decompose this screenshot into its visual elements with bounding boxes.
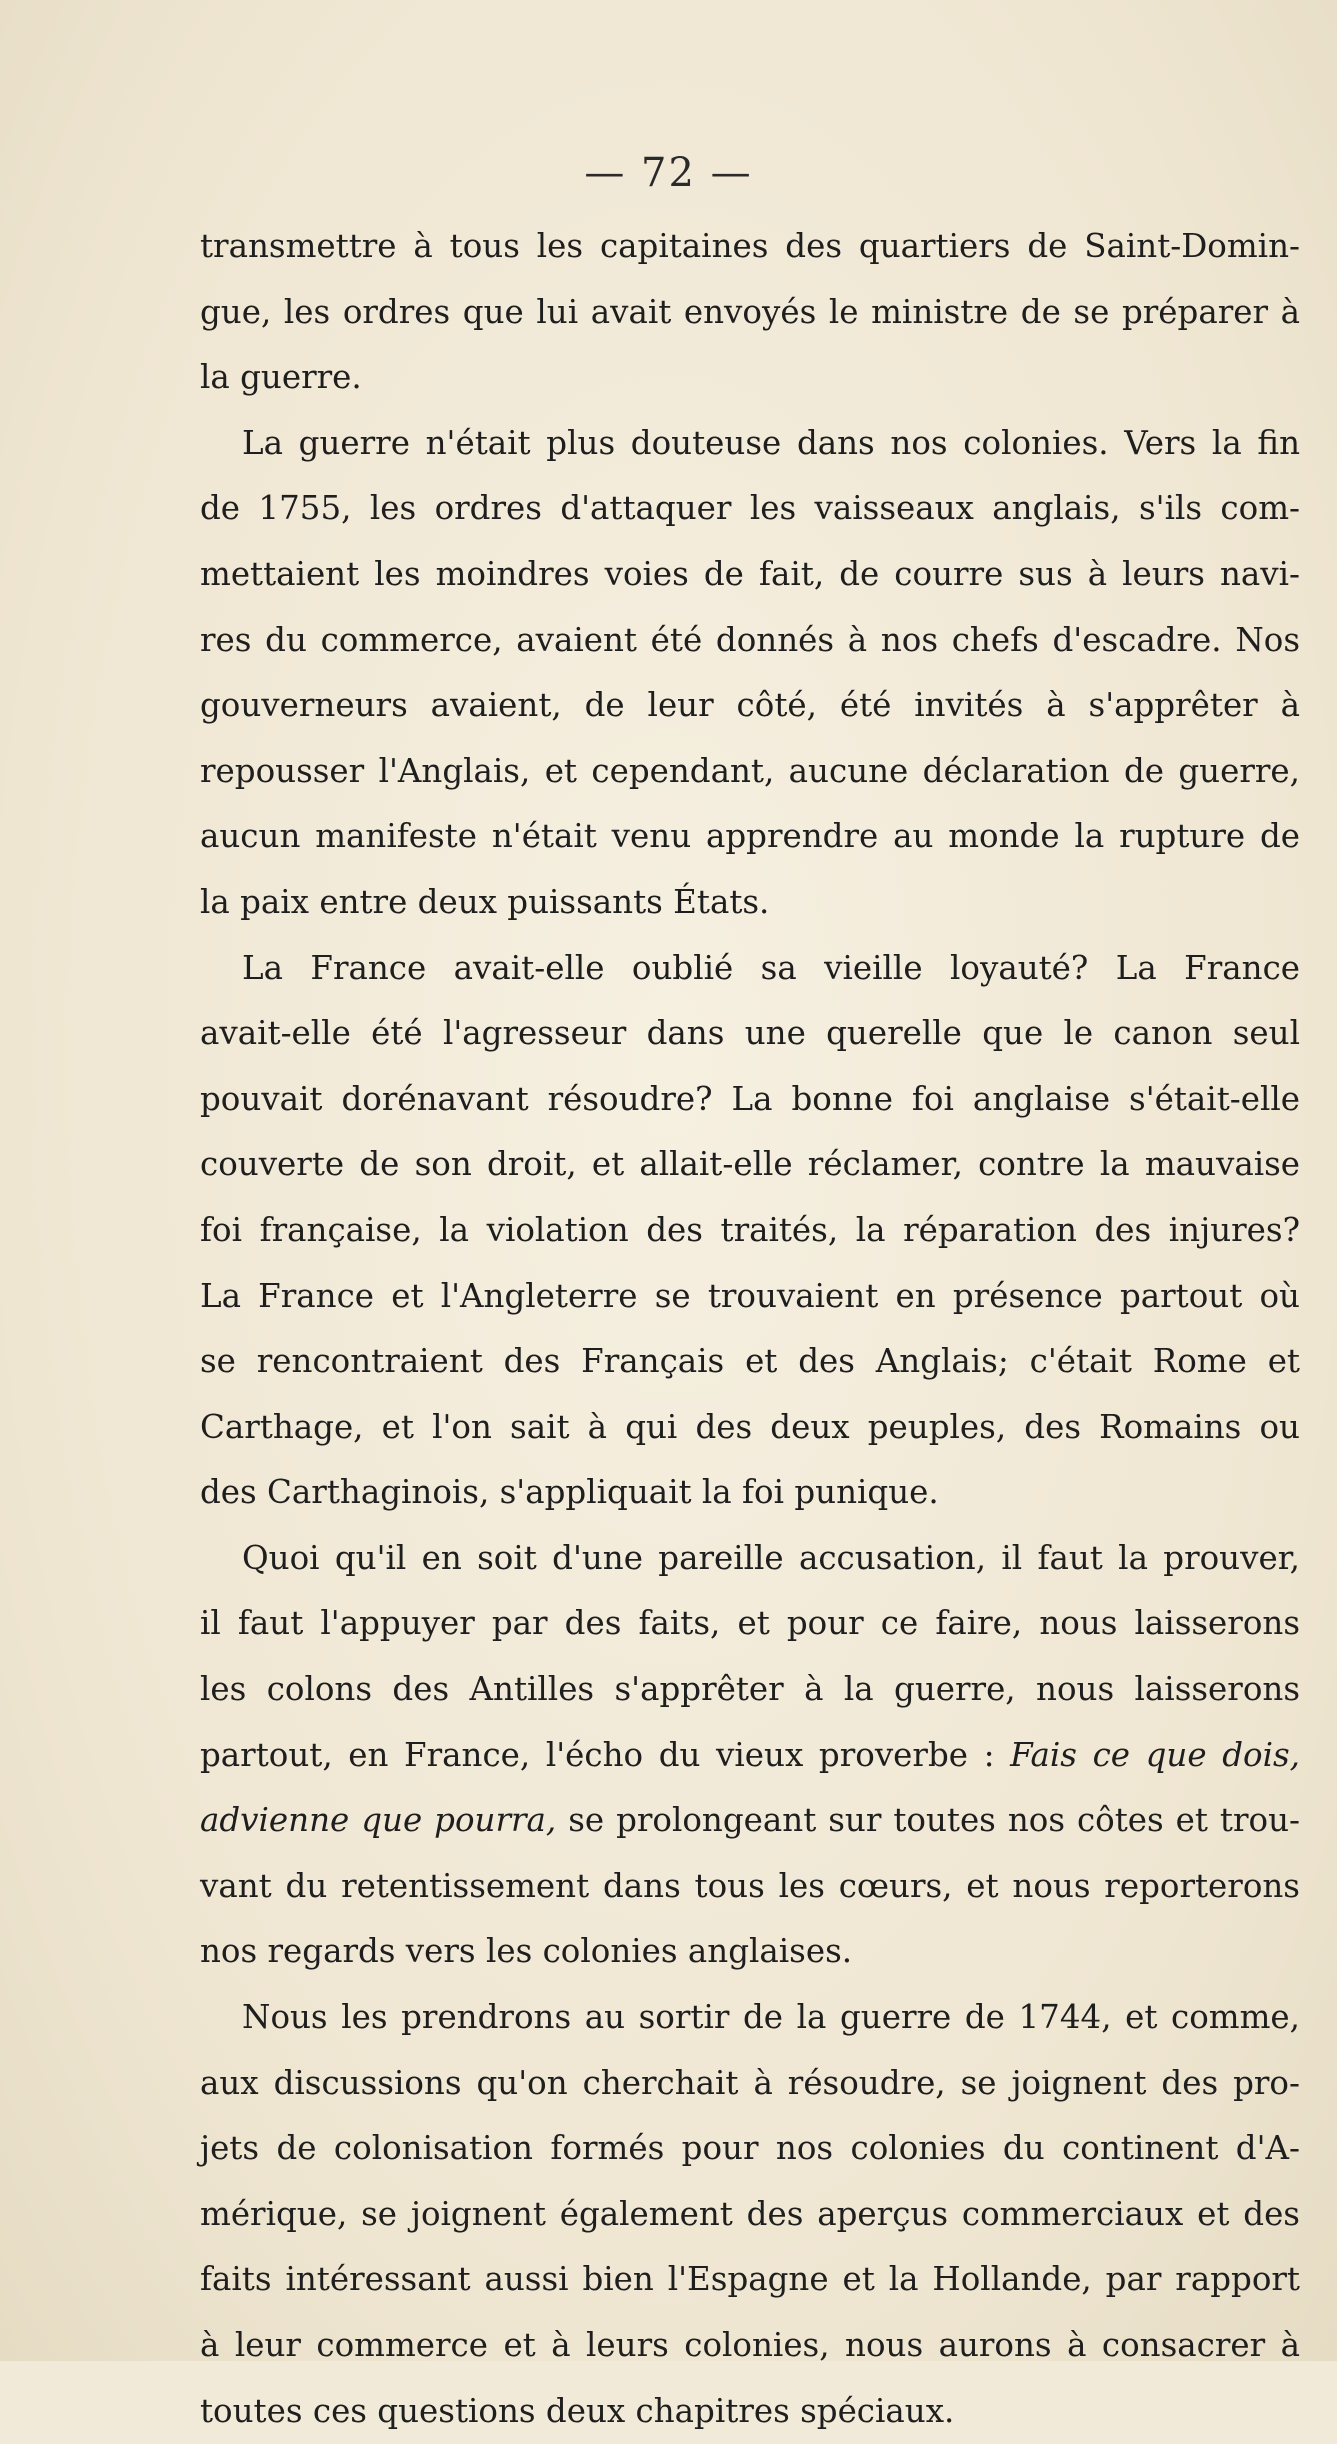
text-run: partout, en France, l'écho du vieux proverbe : (200, 1735, 1011, 1774)
text-line: La France avait-elle oublié sa vieille loyauté? La France (242, 948, 1300, 987)
text-line: foi française, la violation des traités, la réparation des injures? (200, 1210, 1300, 1249)
text-line: Quoi qu'il en soit d'une pareille accusation, il faut la prouver, (242, 1538, 1300, 1577)
text-line: de 1755, les ordres d'attaquer les vaisseaux anglais, s'ils com- (200, 489, 1300, 528)
italic-quote: advienne que pourra, (200, 1801, 557, 1840)
text-line (200, 1723, 1300, 1789)
text-line: couverte de son droit, et allait-elle réclamer, contre la mauvaise (200, 1145, 1300, 1184)
italic-quote: Fais ce que dois, (1010, 1735, 1300, 1774)
text-line: vant du retentissement dans tous les cœurs, et nous reporterons (200, 1866, 1300, 1905)
text-line: aux discussions qu'on cherchait à résoudre, se joignent des pro- (200, 2063, 1300, 2102)
text-line: gue, les ordres que lui avait envoyés le ministre de se préparer à (200, 292, 1300, 331)
text-line: repousser l'Anglais, et cependant, aucune déclaration de guerre, (200, 751, 1300, 790)
text-line: mettaient les moindres voies de fait, de courre sus à leurs navi- (200, 554, 1300, 593)
text-line: pouvait dorénavant résoudre? La bonne foi anglaise s'était-elle (200, 1079, 1300, 1118)
text-line: les colons des Antilles s'apprêter à la guerre, nous laisserons (200, 1670, 1300, 1709)
text-line: La guerre n'était plus douteuse dans nos colonies. Vers la fin (242, 423, 1300, 462)
text-line: nos regards vers les colonies anglaises. (200, 1932, 853, 1971)
text-line: des Carthaginois, s'appliquait la foi punique. (200, 1473, 939, 1512)
text-line: transmettre à tous les capitaines des quartiers de Saint-Domin- (200, 227, 1300, 265)
text-line: jets de colonisation formés pour nos colonies du continent d'A- (200, 2129, 1300, 2168)
text-line (200, 1788, 1300, 1854)
text-line: faits intéressant aussi bien l'Espagne et la Hollande, par rapport (200, 2260, 1300, 2299)
text-line: gouverneurs avaient, de leur côté, été invités à s'apprêter à (200, 686, 1300, 725)
text-line: à leur commerce et à leurs colonies, nous aurons à consacrer à (200, 2326, 1300, 2364)
text-line: toutes ces questions deux chapitres spéciaux. (200, 2391, 955, 2430)
text-line: Nous les prendrons au sortir de la guerre de 1744, et comme, (242, 1998, 1300, 2037)
page-number: — 72 — (584, 150, 753, 196)
text-line: avait-elle été l'agresseur dans une querelle que le canon seul (200, 1014, 1300, 1053)
text-line: La France et l'Angleterre se trouvaient en présence partout où (200, 1276, 1300, 1315)
text-line: res du commerce, avaient été donnés à nos chefs d'escadre. Nos (200, 620, 1300, 659)
text-line: la guerre. (200, 358, 362, 397)
text-line: Carthage, et l'on sait à qui des deux peuples, des Romains ou (200, 1407, 1300, 1446)
text-line: se rencontraient des Français et des Anglais; c'était Rome et (200, 1342, 1300, 1381)
text-line: la paix entre deux puissants États. (200, 882, 770, 921)
body-text (200, 214, 1300, 2444)
text-run: se prolongeant sur toutes nos côtes et trou- (556, 1801, 1300, 1840)
text-line: mérique, se joignent également des aperçus commerciaux et des (200, 2194, 1300, 2233)
text-line: il faut l'appuyer par des faits, et pour ce faire, nous laisserons (200, 1604, 1300, 1643)
text-line: aucun manifeste n'était venu apprendre au monde la rupture de (200, 817, 1300, 856)
